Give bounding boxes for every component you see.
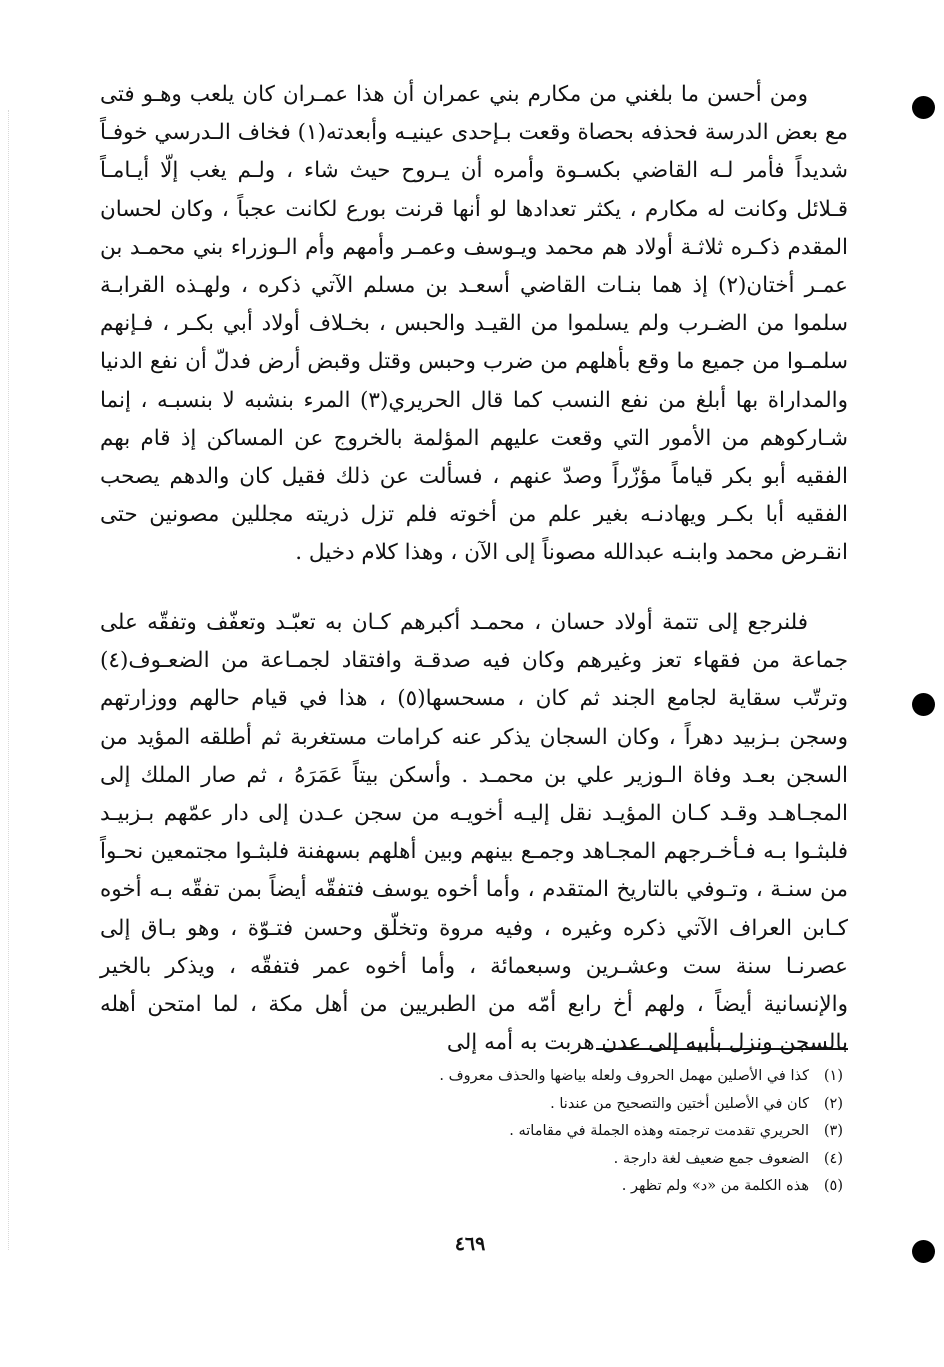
footnote-text: كذا في الأصلين مهمل الحروف ولعله بياضها والحذف معروف . xyxy=(439,1068,809,1084)
footnote-text: كان في الأصلين أختين والتصحيح من عندنا . xyxy=(550,1095,809,1112)
body-text-block-1 xyxy=(100,76,848,573)
binding-hole-mark-top xyxy=(912,96,935,119)
footnote-item xyxy=(300,1146,843,1174)
footnote-number: (٢) xyxy=(823,1095,843,1112)
footnote-text: هذه الكلمة من «د» ولم تظهر . xyxy=(621,1178,809,1194)
body-paragraph: ومن أحسن ما بلغني من مكارم بني عمران أن هذا عمـران كان يلعب وهـو فتى مع بعض الدرسة فحذفه بحصاة وقعت بـإحدى عينيـه وأبعدته(١) فخاف الـدرسي خوفـاً شديداً فأمر لـه القاضي بكسـوة وأمره أن يـروح حيث شاء ، ولـم يغب إلّا أيـامـاً قـلائل وكانت له مكارم ، يكثر تعدادها لو أنها قرنت بورع لكانت عجباً ، وكان لحسان المقدم ذكـره ثلاثـة أولاد هم محمد ويـوسف وعمـر وأمهم وأم الـوزراء بني محمـد بن عمـر أختان(٢) إذ هما بنـات القاضي أسعـد بن مسلم الآتي ذكره ، ولهـذه القرابـة سلموا من الضـرب ولم يسلموا من القيـد والحبس ، بخـلاف أولاد أبي بكـر ، فـإنهم سلمـوا من جميع ما وقع بأهلهم من ضرب وحبس وقتل وقبض أرض فدلّ أن نفع الدنيا والمداراة بها أبلغ من نفع النسب كما قال الحريري(٣) المرء بنشبه لا بنسبـه ، إنما شـاركوهم من الأمور التي وقعت عليهم المؤلمة بالخروج عن المساكن إذ قام بهم الفقيه أبو بكر قياماً مؤزّراً وصدّ عنهم ، فسألت عن ذلك فقيل كان والدهم يصحب الفقيه أبا بكـر ويهادنـه بغير علم من أخوته فلم تزل ذريته مجللين مصونين حتى انقـرض محمد وابنـه عبدالله مصوناً إلى الآن ، وهذا كلام دخيل . xyxy=(100,82,849,566)
footnote-number: (٥) xyxy=(823,1178,843,1194)
body-paragraph: فلنرجع إلى تتمة أولاد حسان ، محمـد أكبرهم كـان به تعبّـد وتعفّف وتفقّه على جماعة من فقهاء تعز وغيرهم وكان فيه صدقـة وافتقاد لجمـاعة من الضعـوف(٤) وترتّب سقاية لجامع الجند ثم كان ، مسحسها(٥) ، هذا في قيام حالهم ووزارتهم وسجن بـزبيد دهراً ، وكان السجان يذكر عنه كرامات مستغربة ثم أطلقه المؤيد من السجن بعـد وفاة الـوزير علي بن محمـد . وأسكن بيتاً عَمَرَهُ ، ثم صار الملك إلى المجـاهـد وقـد كـان المؤيـد نقل إليـه أخويـه من سجن عـدن إلى دار عمّهم بـزبيـد فلبثـوا بـه فـأخـرجهم المجـاهد وجمـع بينهم وبين أهلهم بسهفنة فلبثـوا مجتمعين نحـواً من سنـة ، وتـوفي بالتاريخ المتقدم ، وأما أخوه يوسف فتفقّه أيضاً بمن تفقّه بـه أخوه كـابن العراف الآتي ذكره وغيره ، وفيه مروة وتخلّق وحسن فتـوّة ، وهو بـاق إلى عصرنـا سنة ست وعشـرين وسبعمائة ، وأما أخوه عمر فتفقّه ، ويذكر بالخير والإنسانية أيضاً ، ولهم أخ رابع أمّه من الطبريين من أهل مكة ، لما امتحن أهله بالسجن ونزل بأبيه إلى عدن هربت به أمه إلى xyxy=(100,610,848,1056)
footnote-number: (٤) xyxy=(823,1150,843,1167)
footnote-number: (٣) xyxy=(823,1123,843,1139)
binding-hole-mark-middle xyxy=(912,693,935,716)
footnote-text: الحريري تقدمت ترجمته وهذه الجملة في مقاماته . xyxy=(509,1123,809,1139)
body-text-block-2 xyxy=(100,604,848,1062)
footnote-item xyxy=(300,1091,843,1119)
scan-edge-line xyxy=(8,110,10,1250)
footnotes-section xyxy=(300,1063,843,1201)
footnote-item xyxy=(300,1173,843,1201)
footnote-divider xyxy=(596,1048,848,1050)
footnote-item xyxy=(300,1063,843,1091)
footnote-item xyxy=(300,1118,843,1146)
footnote-text: الضعوف جمع ضعيف لغة دارجة . xyxy=(613,1150,809,1167)
page-number: ٤٦٩ xyxy=(454,1233,486,1255)
binding-hole-mark-bottom xyxy=(912,1240,935,1263)
footnote-number: (١) xyxy=(823,1068,843,1084)
